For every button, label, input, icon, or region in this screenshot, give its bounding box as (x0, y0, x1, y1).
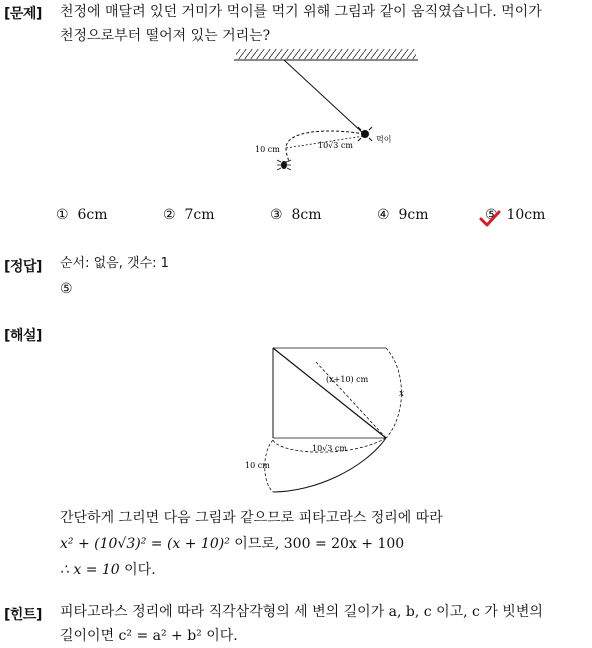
thread-line (284, 60, 364, 134)
choice-4[interactable] (377, 207, 429, 223)
hint-line2: 길이이면 c² = a² + b² 이다. (60, 628, 238, 644)
hint-line1: 피타고라스 정리에 따라 직각삼각형의 세 변의 길이가 a, b, c 이고, c 가 빗변의 (60, 604, 543, 620)
explanation-tag: [해설] (4, 328, 42, 344)
label-10: 10 cm (245, 461, 270, 470)
label-10: 10 cm (255, 145, 280, 154)
choice-text: 7cm (184, 207, 215, 223)
explanation-line1: 간단하게 그리면 다음 그림과 같으므로 피타고라스 정리에 따라 (60, 510, 443, 526)
ceiling-hatch (236, 49, 416, 59)
choice-text: 9cm (398, 207, 429, 223)
explanation-line2 (60, 532, 404, 556)
choice-number: ② (163, 207, 176, 223)
choice-3[interactable] (270, 207, 322, 223)
label-food: 먹이 (376, 135, 392, 144)
choice-text: 10cm (506, 207, 546, 223)
check-mark-icon (479, 210, 501, 228)
label-root: 10√3 cm (312, 444, 347, 453)
result-suffix: 이다. (119, 562, 156, 578)
hypotenuse-line (273, 348, 386, 438)
explanation-figure (234, 344, 414, 496)
food-icon (358, 127, 372, 141)
label-x: x (399, 389, 405, 399)
equation-2: 300 = 20x + 100 (283, 536, 405, 552)
choice-text: 6cm (77, 207, 108, 223)
choice-number: ① (56, 207, 69, 223)
choice-number: ③ (270, 207, 283, 223)
answer-value: ⑤ (60, 281, 73, 297)
choice-2[interactable] (163, 207, 215, 223)
result-math: ∴ x = 10 (60, 562, 120, 578)
problem-text-line1: 천정에 매달려 있던 거미가 먹이를 먹기 위해 그림과 같이 움직였습니다. 먹이가 (60, 4, 542, 20)
choice-5[interactable] (485, 207, 545, 223)
problem-figure (220, 44, 430, 174)
hint-tag: [힌트] (4, 607, 42, 623)
choice-text: 8cm (291, 207, 322, 223)
problem-text-line2: 천정으로부터 떨어져 있는 거리는? (60, 28, 271, 44)
dashed-radius (316, 362, 386, 438)
equation-1: x² + (10√3)² = (x + 10)² (60, 536, 230, 552)
answer-tag: [정답] (4, 259, 42, 275)
spider-icon (277, 160, 291, 170)
choice-number: ④ (377, 207, 390, 223)
label-root: 10√3 cm (318, 141, 353, 150)
equation-connector: 이므로, (229, 536, 284, 552)
choice-1[interactable] (56, 207, 108, 223)
choice-number: ⑤ (485, 207, 498, 223)
explanation-line3 (60, 558, 156, 582)
choices-row (56, 207, 592, 231)
answer-order-count: 순서: 없음, 갯수: 1 (60, 256, 169, 271)
problem-tag: [문제] (4, 6, 42, 22)
label-hyp: (x+10) cm (326, 375, 369, 384)
